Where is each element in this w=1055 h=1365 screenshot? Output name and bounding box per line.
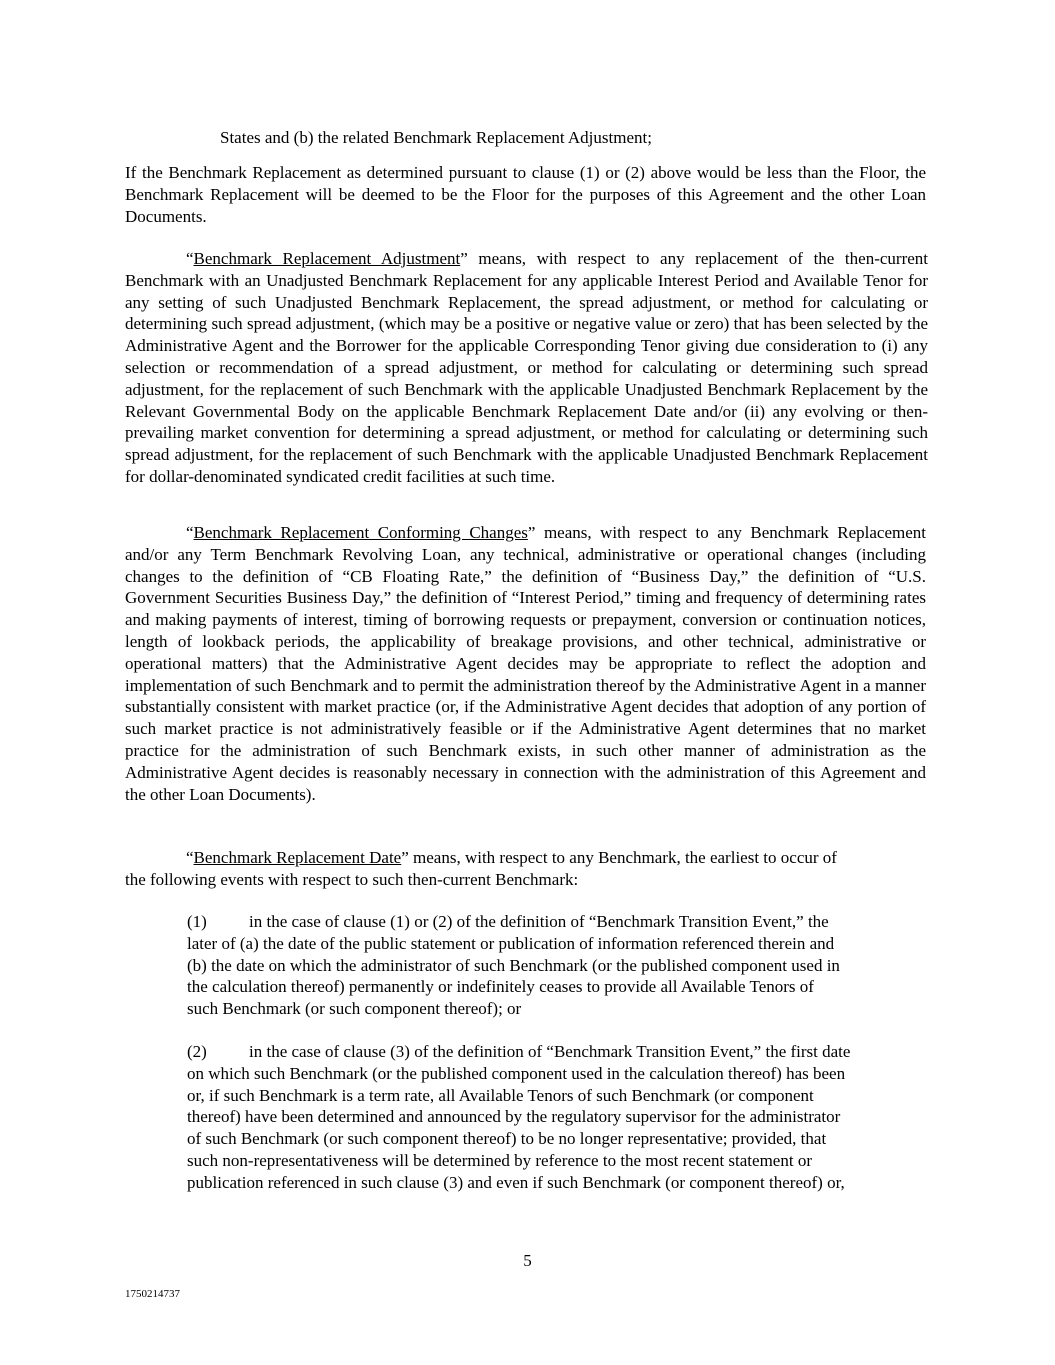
clause-line: publication referenced in such clause (3) and even if such Benchmark (or component thereof) or,: [187, 1172, 845, 1192]
definition-line: the following events with respect to such then-current Benchmark:: [125, 869, 579, 889]
clause-line: or, if such Benchmark is a term rate, all Available Tenors of such Benchmark (or component: [187, 1085, 814, 1105]
clause-line: such non-representativeness will be determined by reference to the most recent statement or: [187, 1150, 812, 1170]
definition-benchmark-replacement-date: [125, 847, 935, 891]
clause-number: (1): [187, 912, 207, 931]
clause-1: [187, 911, 932, 1020]
definition-body: ” means, with respect to any Benchmark Replacement and/or any Term Benchmark Revolving Loan, any technical, administrative or operational changes (including changes to the definition of “CB Floating Rate,” the definition of “Business Day,” the definition of “U.S. Government Securities Business Day,” the definition of “Interest Period,” timing and frequency of determining rates and making payments of interest, timing of borrowing requests or prepayment, conversion or continuation notices, length of lookback periods, the applicability of breakage provisions, and other technical, administrative or operational matters) that the Administrative Agent decides may be appropriate to reflect the adoption and implementation of such Benchmark and to permit the administration thereof by the Administrative Agent in a manner substantially consistent with market practice (or, if the Administrative Agent decides that adoption of any portion of such market practice is not administratively feasible or if the Administrative Agent determines that no market practice for the administration of such Benchmark exists, in such other manner of administration as the Administrative Agent decides is reasonably necessary in connection with the administration of this Agreement and the other Loan Documents).: [125, 523, 926, 804]
clause-text: in the case of clause (3) of the definition of “Benchmark Transition Event,” the first date: [249, 1042, 851, 1061]
clause-2: [187, 1041, 932, 1194]
paragraph-floor: If the Benchmark Replacement as determined pursuant to clause (1) or (2) above would be less than the Floor, the Benchmark Replacement will be deemed to be the Floor for the purposes of this Agreement and the other Loan Documents.: [125, 163, 926, 226]
page-number: 5: [523, 1251, 532, 1270]
open-quote: “: [186, 523, 194, 542]
clause-line: the calculation thereof) permanently or indefinitely ceases to provide all Available Tenors of: [187, 977, 814, 997]
clause-text: in the case of clause (1) or (2) of the definition of “Benchmark Transition Event,” the: [249, 912, 829, 931]
open-quote: “: [186, 249, 194, 268]
document-id: 1750214737: [125, 1288, 180, 1300]
clause-line: thereof) have been determined and announced by the regulatory supervisor for the administrator: [187, 1107, 841, 1127]
definition-benchmark-replacement-conforming-changes: [125, 522, 926, 805]
clause-first-line: [187, 1041, 932, 1063]
definition-body: ” means, with respect to any replacement of the then-current Benchmark with an Unadjusted Benchmark Replacement for any applicable Interest Period and Available Tenor for any setting of such Unadjusted Benchmark Replacement, the spread adjustment, or method for calculating or determining such spread adjustment, (which may be a positive or negative value or zero) that has been selected by the Administrative Agent and the Borrower for the applicable Corresponding Tenor giving due consideration to (i) any selection or recommendation of a spread adjustment, or method for calculating or determining such spread adjustment, for the replacement of such Benchmark with the applicable Unadjusted Benchmark Replacement by the Relevant Governmental Body on the applicable Benchmark Replacement Date and/or (ii) any evolving or then-prevailing market convention for determining a spread adjustment, or method for calculating or determining such spread adjustment, for the replacement of such Benchmark with the applicable Unadjusted Benchmark Replacement for dollar-denominated syndicated credit facilities at such time.: [125, 249, 928, 486]
defined-term: Benchmark Replacement Date: [193, 848, 402, 867]
clause-line: of such Benchmark (or such component thereof) to be no longer representative; provided, that: [187, 1129, 827, 1149]
clause-line: such Benchmark (or such component thereof); or: [187, 999, 522, 1019]
defined-term: Benchmark Replacement Conforming Changes: [193, 523, 528, 542]
definition-line: [125, 847, 935, 869]
defined-term: Benchmark Replacement Adjustment: [193, 249, 461, 268]
clause-line: later of (a) the date of the public statement or publication of information referenced therein and: [187, 933, 835, 953]
clause-line: on which such Benchmark (or the published component used in the calculation thereof) has been: [187, 1063, 846, 1083]
clause-first-line: [187, 911, 932, 933]
clause-line: (b) the date on which the administrator of such Benchmark (or the published component used in: [187, 955, 840, 975]
definition-benchmark-replacement-adjustment: [125, 248, 928, 488]
open-quote: “: [186, 848, 194, 867]
definition-body: ” means, with respect to any Benchmark, the earliest to occur of: [401, 848, 837, 867]
clause-number: (2): [187, 1042, 207, 1061]
paragraph-continuation: States and (b) the related Benchmark Replacement Adjustment;: [220, 128, 652, 147]
